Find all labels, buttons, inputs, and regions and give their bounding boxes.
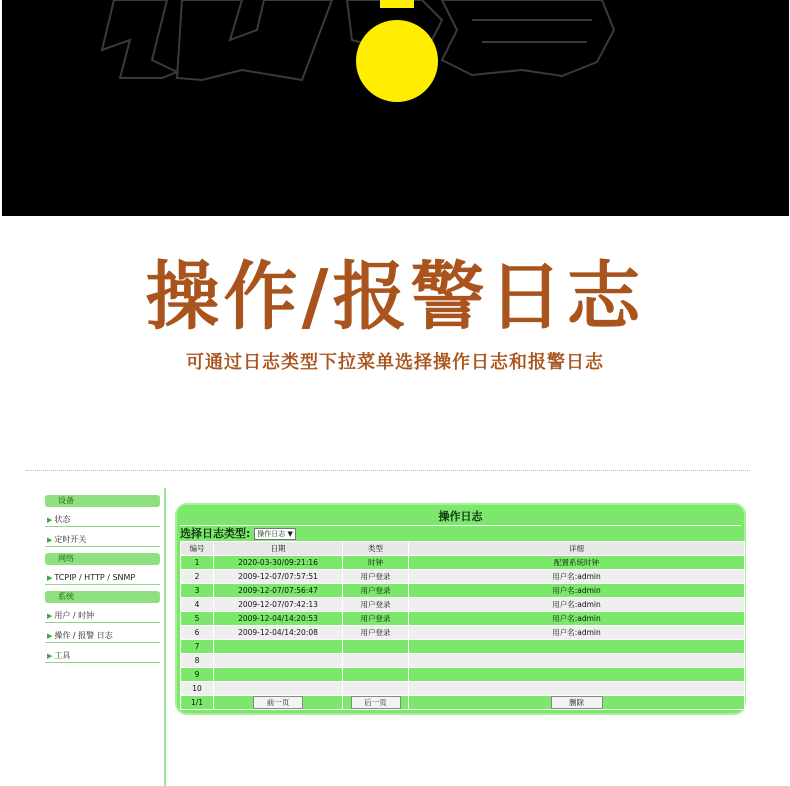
table-cell [214, 640, 343, 654]
table-cell [409, 682, 745, 696]
table-cell: 2009-12-04/14:20:08 [214, 626, 343, 640]
table-cell: 2009-12-07/07:56:47 [214, 584, 343, 598]
table-row [181, 682, 745, 696]
table-cell: 5 [181, 612, 214, 626]
sidebar-item-status[interactable] [45, 513, 160, 527]
sidebar-section-device: 设备 [45, 495, 160, 507]
sidebar-item-tools[interactable] [45, 649, 160, 663]
page-indicator: 1/1 [181, 696, 214, 710]
table-cell: 2 [181, 570, 214, 584]
table-row [181, 640, 745, 654]
table-cell [343, 668, 409, 682]
table-cell: 8 [181, 654, 214, 668]
sidebar-item-label: 工具 [54, 651, 71, 660]
table-cell: 时钟 [343, 556, 409, 570]
table-cell: 7 [181, 640, 214, 654]
sidebar-item-logs[interactable] [45, 629, 160, 643]
table-cell: 1 [181, 556, 214, 570]
table-cell: 用户名:admin [409, 584, 745, 598]
log-panel [175, 503, 746, 715]
table-row [181, 654, 745, 668]
sidebar-section-system: 系统 [45, 591, 160, 603]
table-cell [409, 668, 745, 682]
ball-stem [380, 0, 414, 8]
subline: 可通过日志类型下拉菜单选择操作日志和报警日志 [186, 352, 604, 373]
triangle-right-icon: ▶ [47, 516, 53, 524]
table-cell [343, 640, 409, 654]
table-cell: 用户登录 [343, 584, 409, 598]
sidebar-section-network: 网络 [45, 553, 160, 565]
panel-title: 操作日志 [180, 509, 741, 526]
table-cell: 用户登录 [343, 612, 409, 626]
triangle-right-icon: ▶ [47, 632, 53, 640]
table-cell: 9 [181, 668, 214, 682]
yellow-ball-icon [356, 20, 438, 102]
sidebar-item-label: 操作 / 报警 日志 [54, 631, 113, 640]
header-cell: 详细 [409, 542, 745, 556]
sidebar-divider [164, 488, 166, 786]
next-page-button[interactable]: 后一页 [351, 696, 401, 709]
table-cell [409, 654, 745, 668]
table-row [181, 556, 745, 570]
table-cell: 用户名:admin [409, 612, 745, 626]
table-header [181, 542, 745, 556]
top-divider [26, 470, 750, 471]
sidebar-item-timer[interactable] [45, 533, 160, 547]
table-cell: 6 [181, 626, 214, 640]
triangle-right-icon: ▶ [47, 612, 53, 620]
headline: 操作/报警日志 [145, 254, 645, 340]
table-cell: 4 [181, 598, 214, 612]
log-type-label: 选择日志类型: [180, 527, 251, 540]
sidebar [45, 495, 160, 669]
sidebar-item-label: 定时开关 [54, 535, 87, 544]
prev-cell [214, 696, 343, 710]
table-footer [181, 696, 745, 710]
table-row [181, 584, 745, 598]
table-cell: 2009-12-07/07:42:13 [214, 598, 343, 612]
dropdown-arrow-icon: ▼ [287, 530, 293, 538]
table-row [181, 570, 745, 584]
next-cell [343, 696, 409, 710]
log-type-row [180, 526, 741, 541]
header-cell: 类型 [343, 542, 409, 556]
delete-button[interactable]: 删除 [551, 696, 603, 709]
table-row [181, 612, 745, 626]
table-cell: 2009-12-04/14:20:53 [214, 612, 343, 626]
triangle-right-icon: ▶ [47, 574, 53, 582]
table-row [181, 626, 745, 640]
log-table [180, 541, 745, 710]
table-cell [343, 654, 409, 668]
log-type-select[interactable] [254, 528, 296, 540]
banner-art [2, 0, 789, 216]
table-cell: 3 [181, 584, 214, 598]
table-cell: 用户登录 [343, 626, 409, 640]
table-cell: 用户名:admin [409, 598, 745, 612]
table-row [181, 668, 745, 682]
table-cell: 2009-12-07/07:57:51 [214, 570, 343, 584]
table-cell [214, 668, 343, 682]
header-cell: 编号 [181, 542, 214, 556]
triangle-right-icon: ▶ [47, 536, 53, 544]
table-cell [214, 682, 343, 696]
sidebar-item-label: 用户 / 时钟 [54, 611, 95, 620]
table-cell [409, 640, 745, 654]
table-cell: 用户名:admin [409, 570, 745, 584]
banner [2, 0, 789, 216]
sidebar-item-user-clock[interactable] [45, 609, 160, 623]
sidebar-item-label: TCPIP / HTTP / SNMP [54, 573, 136, 582]
table-row [181, 598, 745, 612]
sidebar-item-tcpip[interactable] [45, 571, 160, 585]
table-cell: 10 [181, 682, 214, 696]
sidebar-item-label: 状态 [54, 515, 71, 524]
delete-cell [409, 696, 745, 710]
table-cell: 用户名:admin [409, 626, 745, 640]
table-cell: 用户登录 [343, 598, 409, 612]
prev-page-button[interactable]: 前一页 [253, 696, 303, 709]
table-cell: 2020-03-30/09:21:16 [214, 556, 343, 570]
header-cell: 日期 [214, 542, 343, 556]
triangle-right-icon: ▶ [47, 652, 53, 660]
log-type-value: 操作日志 [257, 530, 286, 538]
table-cell [214, 654, 343, 668]
table-cell: 用户登录 [343, 570, 409, 584]
table-cell: 配置系统时钟 [409, 556, 745, 570]
table-cell [343, 682, 409, 696]
